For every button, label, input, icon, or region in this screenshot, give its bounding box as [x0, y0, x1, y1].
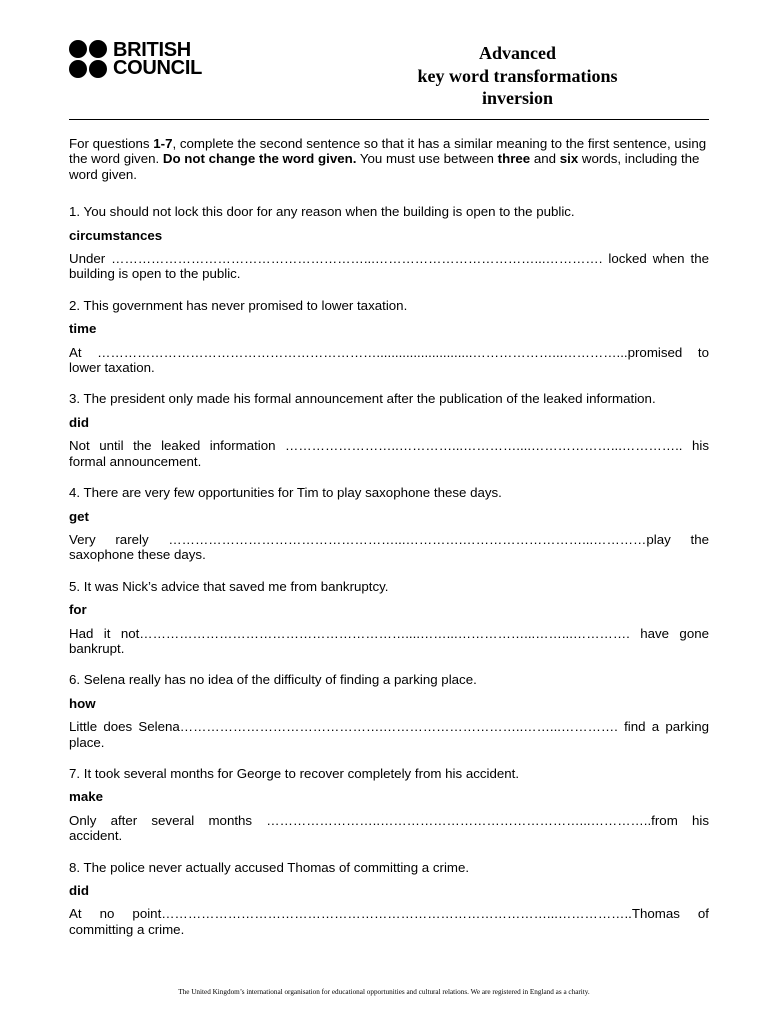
answer-line: At no point……………………………………………………………………………...……………..Thomas of committing a crime.	[69, 906, 709, 937]
question-keyword: how	[69, 695, 96, 711]
footer-charity-note: The United Kingdom’s international organisation for educational opportunities and cultural relations. We are registered in England as a charity.	[178, 988, 590, 996]
question-2	[69, 298, 709, 376]
british-council-logo	[69, 40, 202, 78]
question-keyword: circumstances	[69, 227, 163, 243]
question-keyword: make	[69, 789, 104, 805]
instructions-text: and	[530, 151, 560, 167]
question-keyword: time	[69, 321, 97, 337]
question-keyword: did	[69, 414, 89, 430]
instructions-bold: 1-7	[153, 136, 173, 151]
answer-line: Very rarely ……………………………………………...………….………………………...…………play the saxophone these days.	[69, 531, 709, 563]
question-keyword: did	[69, 883, 89, 898]
question-sentence: 4. There are very few opportunities for Tim to play saxophone these days.	[69, 485, 502, 501]
title-line-1: Advanced	[478, 43, 556, 63]
title-line-3: inversion	[481, 88, 553, 108]
instructions-bold: six	[559, 151, 579, 167]
worksheet-body	[69, 136, 709, 937]
logo-text	[113, 41, 202, 77]
instructions-text: words, including the word given.	[69, 151, 700, 182]
logo-dots-icon	[69, 40, 107, 78]
answer-line: Had it not……………………………………………………....……...……………...……...…………. have gone bankrupt.	[69, 625, 709, 656]
question-sentence: 1. You should not lock this door for any reason when the building is open to the public.	[69, 204, 575, 220]
question-7	[69, 766, 709, 844]
question-1	[69, 204, 709, 282]
question-keyword: for	[69, 602, 87, 618]
instructions-bold: Do not change the word given.	[162, 151, 357, 167]
question-5	[69, 579, 709, 657]
question-sentence: 2. This government has never promised to lower taxation.	[69, 297, 408, 313]
instructions-text: For questions	[69, 136, 154, 151]
question-3	[69, 391, 709, 469]
question-sentence: 7. It took several months for George to recover completely from his accident.	[69, 765, 520, 781]
header-divider	[69, 119, 709, 120]
question-8	[69, 860, 709, 938]
logo-line-2: COUNCIL	[113, 57, 203, 79]
logo-line-1: BRITISH	[113, 39, 191, 61]
answer-line: Under …………………………………………………...………………………………...…………. locked when the building is open to the public.	[69, 251, 709, 282]
answer-line: At ………………………………………………………..........................………………...…………...promised to lower taxation.	[69, 344, 709, 376]
question-4	[69, 485, 709, 563]
answer-line: Only after several months ……………………..………………………………………...…………..from his accident.	[69, 812, 709, 844]
question-keyword: get	[69, 508, 89, 524]
question-sentence: 3. The president only made his formal announcement after the publication of the leaked information.	[69, 391, 656, 407]
instructions-text: You must use between	[356, 151, 498, 167]
question-sentence: 5. It was Nick’s advice that saved me from bankruptcy.	[69, 578, 389, 594]
answer-line: Not until the leaked information ……………………..…………...…………....………………...………….. his formal announcement.	[69, 438, 709, 469]
question-sentence: 8. The police never actually accused Thomas of committing a crime.	[69, 859, 470, 875]
question-sentence: 6. Selena really has no idea of the difficulty of finding a parking place.	[69, 672, 477, 688]
title-line-2: key word transformations	[417, 65, 618, 86]
instructions	[69, 136, 709, 182]
document-title	[380, 42, 655, 110]
instructions-text: , complete the second sentence so that it has a similar meaning to the first sentence, using the word given.	[69, 136, 707, 167]
question-6	[69, 672, 709, 750]
instructions-bold: three	[497, 151, 531, 167]
answer-line: Little does Selena……………………………………….…………………………..……...…………. find a parking place.	[69, 719, 709, 750]
